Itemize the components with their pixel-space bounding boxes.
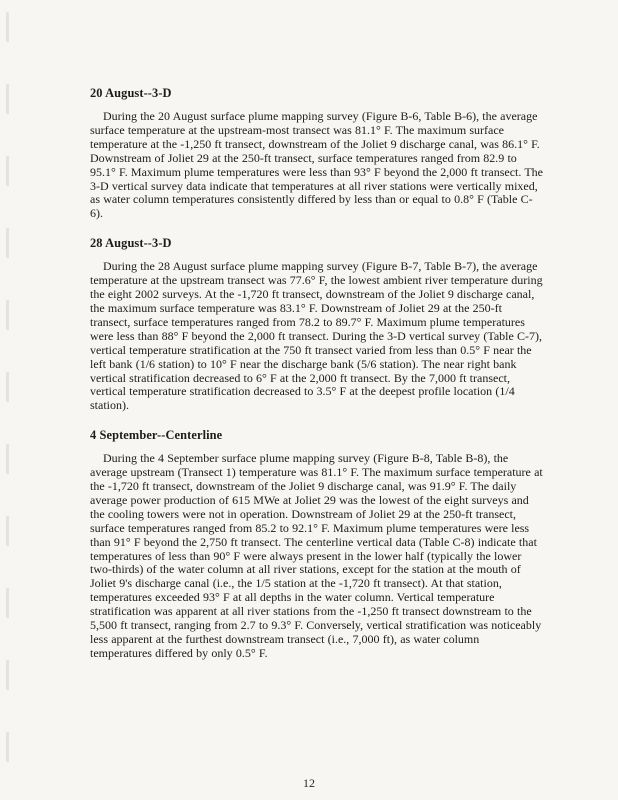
page-number: 12 <box>303 776 315 790</box>
section-4-september-centerline <box>90 428 543 661</box>
section-heading: 20 August--3-D <box>90 86 172 100</box>
document-page <box>90 86 543 676</box>
section-28-august-3d <box>90 236 543 413</box>
section-20-august-3d <box>90 86 543 221</box>
section-body: During the 4 September surface plume mapping survey (Figure B-8, Table B-8), the average upstream (Transect 1) temperature was 81.1° F. The maximum surface temperature at the -1,720 ft transect, downstream of the Joliet 9 discharge canal, was 91.9° F. The daily average power production of 615 MWe at Joliet 29 was the lowest of the eight surveys and the cooling towers were not in operation. Downstream of Joliet 29 at the 250-ft transect, surface temperatures ranged from 85.2 to 92.1° F. Maximum plume temperatures were less than 91° F beyond the 2,750 ft transect. The centerline vertical data (Table C-8) indicate that temperatures of less than 90° F were always present in the lower half (typically the lower two-thirds) of the water column at all river stations, except for the station at the mouth of Joliet 9's discharge canal (i.e., the 1/5 station at the -1,720 ft transect). At that station, temperatures exceeded 93° F at all depths in the water column. Vertical temperature stratification was apparent at all river stations from the -1,250 ft transect downstream to the 5,500 ft transect, ranging from 2.7 to 9.3° F. Conversely, vertical stratification was noticeably less apparent at the furthest downstream transect (i.e., 7,000 ft), as water column temperatures differed by only 0.5° F. <box>90 451 543 660</box>
section-body: During the 28 August surface plume mapping survey (Figure B-7, Table B-7), the average temperature at the upstream transect was 77.6° F, the lowest ambient river temperature during the eight 2002 surveys. At the -1,720 ft transect, downstream of the Joliet 9 discharge canal, the maximum surface temperature was 83.1° F. Downstream of Joliet 29 at the 250-ft transect, surface temperatures ranged from 78.2 to 89.7° F. Maximum plume temperatures were less than 88° F beyond the 2,000 ft transect. During the 3-D vertical survey (Table C-7), vertical temperature stratification at the 750 ft transect varied from less than 0.5° F near the left bank (1/6 station) to 10° F near the discharge bank (5/6 station). The near right bank vertical stratification decreased to 6° F at the 2,000 ft transect. By the 7,000 ft transect, vertical temperature stratification decreased to 3.5° F at the deepest profile location (1/4 station). <box>90 259 543 413</box>
scan-binding-artifact <box>6 12 9 788</box>
section-heading: 4 September--Centerline <box>90 428 223 443</box>
section-body: During the 20 August surface plume mapping survey (Figure B-6, Table B-6), the average surface temperature at the upstream-most transect was 81.1° F. The maximum surface temperature at the -1,250 ft transect, downstream of the Joliet 9 discharge canal, was 86.1° F. Downstream of Joliet 29 at the 250-ft transect, surface temperatures ranged from 82.9 to 95.1° F. Maximum plume temperatures were less than 93° F beyond the 2,000 ft transect. The 3-D vertical survey data indicate that temperatures at all river stations were vertically mixed, as water column temperatures consistently differed by less than or equal to 0.8° F (Table C-6). <box>90 109 543 221</box>
section-heading: 28 August--3-D <box>90 236 172 251</box>
